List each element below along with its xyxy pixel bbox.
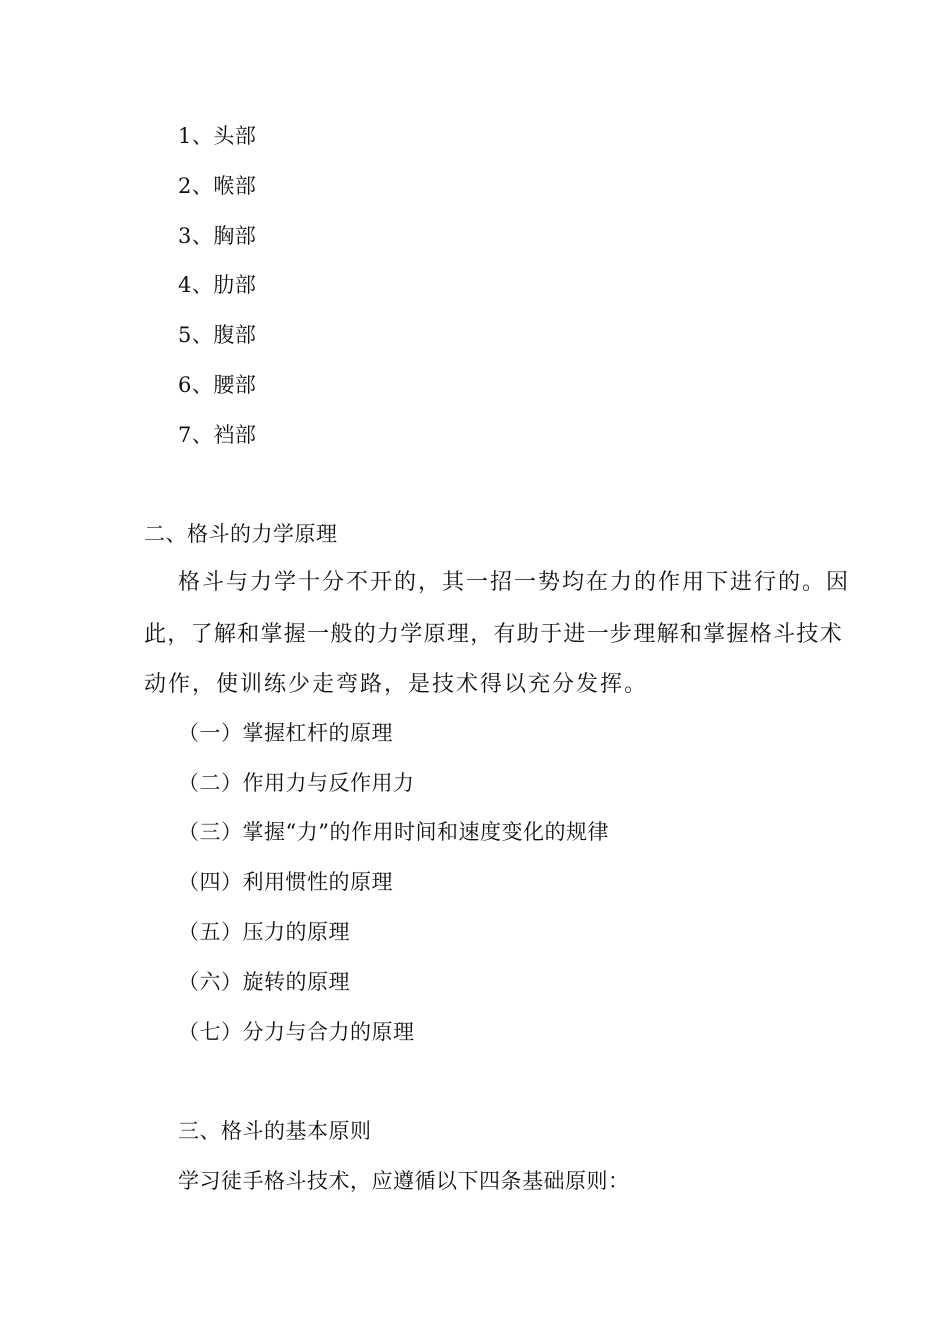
paragraph-line: 格斗与力学十分不开的，其一招一势均在力的作用下进行的。因 <box>178 570 851 595</box>
paragraph-line: 动作，使训练少走弯路，是技术得以充分发挥。 <box>144 672 649 697</box>
principle-item: （四）利用惯性的原理 <box>178 870 393 894</box>
list-item: 6、腰部 <box>178 373 257 397</box>
principle-item: （二）作用力与反作用力 <box>178 771 415 795</box>
section-heading: 三、格斗的基本原则 <box>178 1119 372 1143</box>
paragraph-line: 此，了解和掌握一般的力学原理，有助于进一步理解和掌握格斗技术 <box>144 622 844 647</box>
list-item: 3、胸部 <box>178 224 257 248</box>
principle-item: （三）掌握“力”的作用时间和速度变化的规律 <box>178 820 609 844</box>
principle-item: （五）压力的原理 <box>178 920 350 944</box>
list-item: 1、头部 <box>178 124 257 148</box>
section-heading: 二、格斗的力学原理 <box>144 522 338 546</box>
principle-item: （六）旋转的原理 <box>178 970 350 994</box>
list-item: 2、喉部 <box>178 174 257 198</box>
list-item: 7、裆部 <box>178 423 257 447</box>
principle-item: （一）掌握杠杆的原理 <box>178 721 393 745</box>
list-item: 5、腹部 <box>178 323 257 347</box>
principle-item: （七）分力与合力的原理 <box>178 1020 415 1044</box>
list-item: 4、肋部 <box>178 273 257 297</box>
paragraph-line: 学习徒手格斗技术，应遵循以下四条基础原则： <box>178 1169 630 1193</box>
